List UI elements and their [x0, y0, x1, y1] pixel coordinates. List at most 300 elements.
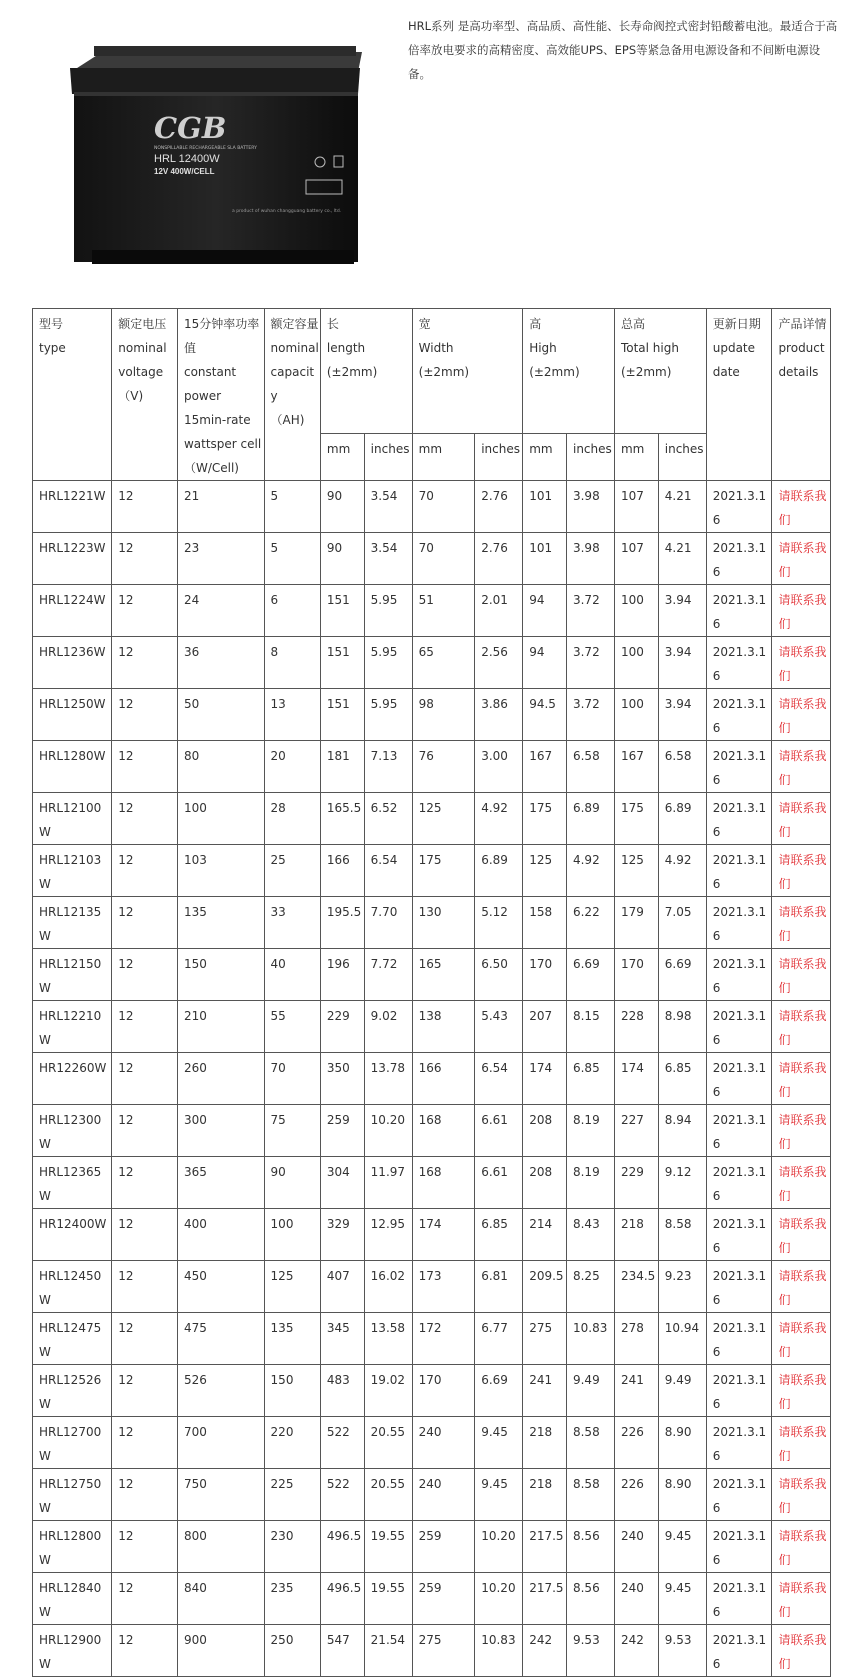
cell-model-type: HRL12100W [33, 793, 112, 845]
cell-length-inches: 21.54 [364, 1625, 412, 1677]
cell-width-inches: 6.89 [475, 845, 523, 897]
cell-high-mm: 175 [523, 793, 567, 845]
cell-model-type: HRL12526W [33, 1365, 112, 1417]
cell-high-mm: 208 [523, 1157, 567, 1209]
cell-total-high-mm: 125 [614, 845, 658, 897]
cell-update-date: 2021.3.16 [706, 585, 772, 637]
header-high-mm: mm [523, 434, 567, 481]
cell-high-inches: 4.92 [566, 845, 614, 897]
cell-total-high-inches: 9.45 [658, 1573, 706, 1625]
cell-model-type: HR12400W [33, 1209, 112, 1261]
cell-update-date: 2021.3.16 [706, 897, 772, 949]
cell-total-high-inches: 6.85 [658, 1053, 706, 1105]
cell-total-high-inches: 9.45 [658, 1521, 706, 1573]
cell-high-mm: 214 [523, 1209, 567, 1261]
cell-model-type: HRL12450W [33, 1261, 112, 1313]
cell-length-inches: 7.72 [364, 949, 412, 1001]
table-row [33, 1001, 831, 1053]
cell-high-inches: 3.98 [566, 481, 614, 533]
contact-us-link[interactable]: 请联系我们 [772, 1365, 831, 1417]
contact-us-link[interactable]: 请联系我们 [772, 1573, 831, 1625]
cell-length-inches: 19.55 [364, 1573, 412, 1625]
cell-voltage: 12 [112, 481, 178, 533]
cell-high-inches: 8.19 [566, 1105, 614, 1157]
cell-power: 900 [177, 1625, 264, 1677]
product-description: HRL系列 是高功率型、高品质、高性能、长寿命阀控式密封铅酸蓄电池。最适合于高倍率放电要求的高精密度、高效能UPS、EPS等紧急备用电源设备和不间断电源设备。 [408, 19, 838, 81]
cell-length-mm: 496.5 [320, 1521, 364, 1573]
cell-width-inches: 2.76 [475, 533, 523, 585]
cell-total-high-inches: 3.94 [658, 585, 706, 637]
cell-update-date: 2021.3.16 [706, 1573, 772, 1625]
cell-length-mm: 350 [320, 1053, 364, 1105]
cell-total-high-inches: 8.90 [658, 1469, 706, 1521]
cell-length-mm: 90 [320, 533, 364, 585]
cell-width-inches: 6.54 [475, 1053, 523, 1105]
table-row [33, 1261, 831, 1313]
cell-length-inches: 11.97 [364, 1157, 412, 1209]
cell-voltage: 12 [112, 1625, 178, 1677]
table-row [33, 1469, 831, 1521]
cell-high-mm: 170 [523, 949, 567, 1001]
cell-power: 21 [177, 481, 264, 533]
cell-width-mm: 168 [412, 1157, 475, 1209]
cell-capacity: 6 [264, 585, 320, 637]
cell-update-date: 2021.3.16 [706, 1261, 772, 1313]
cell-update-date: 2021.3.16 [706, 481, 772, 533]
cell-width-mm: 240 [412, 1417, 475, 1469]
cell-voltage: 12 [112, 1001, 178, 1053]
cell-model-type: HRL1224W [33, 585, 112, 637]
header-length: 长 length (±2mm) [320, 309, 412, 434]
cell-voltage: 12 [112, 1313, 178, 1365]
table-row [33, 1417, 831, 1469]
cell-total-high-mm: 100 [614, 585, 658, 637]
table-row [33, 533, 831, 585]
cell-high-inches: 3.72 [566, 637, 614, 689]
cell-power: 260 [177, 1053, 264, 1105]
cell-voltage: 12 [112, 1521, 178, 1573]
cell-model-type: HRL12700W [33, 1417, 112, 1469]
contact-us-link[interactable]: 请联系我们 [772, 741, 831, 793]
cell-total-high-inches: 9.53 [658, 1625, 706, 1677]
cell-length-mm: 259 [320, 1105, 364, 1157]
cell-power: 750 [177, 1469, 264, 1521]
contact-us-link[interactable]: 请联系我们 [772, 481, 831, 533]
cell-length-inches: 5.95 [364, 637, 412, 689]
cell-total-high-inches: 6.89 [658, 793, 706, 845]
table-row [33, 1573, 831, 1625]
table-row [33, 1209, 831, 1261]
cell-update-date: 2021.3.16 [706, 1625, 772, 1677]
cell-update-date: 2021.3.16 [706, 637, 772, 689]
cell-length-mm: 522 [320, 1417, 364, 1469]
cell-capacity: 20 [264, 741, 320, 793]
cell-high-mm: 94.5 [523, 689, 567, 741]
cell-length-mm: 151 [320, 585, 364, 637]
table-row [33, 689, 831, 741]
header-type: 型号 type [33, 309, 112, 481]
cell-high-mm: 217.5 [523, 1573, 567, 1625]
cell-capacity: 235 [264, 1573, 320, 1625]
cell-power: 135 [177, 897, 264, 949]
contact-us-link[interactable]: 请联系我们 [772, 1521, 831, 1573]
cell-high-mm: 94 [523, 637, 567, 689]
cell-width-mm: 240 [412, 1469, 475, 1521]
cell-width-mm: 173 [412, 1261, 475, 1313]
cell-voltage: 12 [112, 845, 178, 897]
cell-width-mm: 175 [412, 845, 475, 897]
cell-length-mm: 407 [320, 1261, 364, 1313]
cell-voltage: 12 [112, 1209, 178, 1261]
cell-power: 23 [177, 533, 264, 585]
cell-high-inches: 3.72 [566, 585, 614, 637]
cell-voltage: 12 [112, 585, 178, 637]
cell-capacity: 5 [264, 533, 320, 585]
cell-power: 840 [177, 1573, 264, 1625]
cell-total-high-mm: 174 [614, 1053, 658, 1105]
cell-high-mm: 167 [523, 741, 567, 793]
cell-model-type: HRL12103W [33, 845, 112, 897]
cell-update-date: 2021.3.16 [706, 1157, 772, 1209]
cell-high-mm: 218 [523, 1417, 567, 1469]
spec-table-body [33, 481, 831, 1677]
table-row [33, 1157, 831, 1209]
cell-model-type: HRL12900W [33, 1625, 112, 1677]
cell-voltage: 12 [112, 689, 178, 741]
table-row [33, 1313, 831, 1365]
cell-width-mm: 70 [412, 533, 475, 585]
cell-total-high-inches: 7.05 [658, 897, 706, 949]
cell-length-mm: 229 [320, 1001, 364, 1053]
cell-model-type: HRL1223W [33, 533, 112, 585]
cell-model-type: HRL1221W [33, 481, 112, 533]
cell-length-mm: 195.5 [320, 897, 364, 949]
cell-high-inches: 6.85 [566, 1053, 614, 1105]
battery-product-image [62, 34, 384, 274]
cell-capacity: 25 [264, 845, 320, 897]
cell-total-high-mm: 175 [614, 793, 658, 845]
cell-width-mm: 65 [412, 637, 475, 689]
cell-power: 80 [177, 741, 264, 793]
cell-update-date: 2021.3.16 [706, 1469, 772, 1521]
cell-capacity: 230 [264, 1521, 320, 1573]
cell-capacity: 13 [264, 689, 320, 741]
cell-update-date: 2021.3.16 [706, 793, 772, 845]
cell-model-type: HRL1236W [33, 637, 112, 689]
svg-text:NONSPILLABLE RECHARGEABLE SLA: NONSPILLABLE RECHARGEABLE SLA BATTERY [154, 146, 257, 151]
table-row [33, 1521, 831, 1573]
cell-length-inches: 13.58 [364, 1313, 412, 1365]
cell-total-high-inches: 9.49 [658, 1365, 706, 1417]
cell-total-high-inches: 3.94 [658, 689, 706, 741]
battery-brand-logo: CGB [154, 111, 227, 145]
cell-high-inches: 8.15 [566, 1001, 614, 1053]
cell-length-mm: 345 [320, 1313, 364, 1365]
cell-update-date: 2021.3.16 [706, 949, 772, 1001]
cell-high-mm: 241 [523, 1365, 567, 1417]
cell-capacity: 220 [264, 1417, 320, 1469]
cell-high-mm: 209.5 [523, 1261, 567, 1313]
cell-width-inches: 10.83 [475, 1625, 523, 1677]
svg-text:12V 400W/CELL: 12V 400W/CELL [154, 167, 215, 176]
cell-width-inches: 5.12 [475, 897, 523, 949]
cell-total-high-mm: 100 [614, 689, 658, 741]
cell-width-inches: 10.20 [475, 1521, 523, 1573]
cell-width-inches: 6.50 [475, 949, 523, 1001]
cell-total-high-mm: 100 [614, 637, 658, 689]
cell-model-type: HRL1280W [33, 741, 112, 793]
cell-capacity: 40 [264, 949, 320, 1001]
cell-high-inches: 6.58 [566, 741, 614, 793]
cell-total-high-mm: 240 [614, 1521, 658, 1573]
cell-voltage: 12 [112, 1157, 178, 1209]
cell-capacity: 33 [264, 897, 320, 949]
cell-length-inches: 5.95 [364, 689, 412, 741]
cell-total-high-mm: 107 [614, 481, 658, 533]
cell-width-mm: 138 [412, 1001, 475, 1053]
header-width-mm: mm [412, 434, 475, 481]
cell-update-date: 2021.3.16 [706, 1365, 772, 1417]
cell-width-inches: 6.61 [475, 1105, 523, 1157]
cell-capacity: 150 [264, 1365, 320, 1417]
header-capacity: 额定容量 nominal capacity （AH) [264, 309, 320, 481]
contact-us-link[interactable]: 请联系我们 [772, 1417, 831, 1469]
contact-us-link[interactable]: 请联系我们 [772, 1001, 831, 1053]
cell-width-mm: 168 [412, 1105, 475, 1157]
cell-model-type: HRL12750W [33, 1469, 112, 1521]
contact-us-link[interactable]: 请联系我们 [772, 949, 831, 1001]
cell-model-type: HRL12840W [33, 1573, 112, 1625]
cell-width-mm: 98 [412, 689, 475, 741]
cell-high-inches: 8.58 [566, 1469, 614, 1521]
cell-high-mm: 101 [523, 481, 567, 533]
cell-update-date: 2021.3.16 [706, 1417, 772, 1469]
cell-voltage: 12 [112, 741, 178, 793]
cell-length-mm: 151 [320, 689, 364, 741]
cell-width-mm: 125 [412, 793, 475, 845]
cell-length-mm: 181 [320, 741, 364, 793]
cell-total-high-mm: 170 [614, 949, 658, 1001]
cell-total-high-mm: 227 [614, 1105, 658, 1157]
contact-us-link[interactable]: 请联系我们 [772, 1209, 831, 1261]
cell-width-mm: 170 [412, 1365, 475, 1417]
cell-high-inches: 3.72 [566, 689, 614, 741]
cell-high-mm: 174 [523, 1053, 567, 1105]
cell-update-date: 2021.3.16 [706, 1521, 772, 1573]
cell-capacity: 125 [264, 1261, 320, 1313]
cell-width-inches: 5.43 [475, 1001, 523, 1053]
table-row [33, 1053, 831, 1105]
cell-update-date: 2021.3.16 [706, 533, 772, 585]
cell-width-mm: 172 [412, 1313, 475, 1365]
contact-us-link[interactable]: 请联系我们 [772, 1469, 831, 1521]
cell-model-type: HRL12150W [33, 949, 112, 1001]
header-update-date: 更新日期 update date [706, 309, 772, 481]
cell-length-mm: 483 [320, 1365, 364, 1417]
contact-us-link[interactable]: 请联系我们 [772, 533, 831, 585]
cell-total-high-mm: 278 [614, 1313, 658, 1365]
cell-length-inches: 7.13 [364, 741, 412, 793]
cell-width-mm: 70 [412, 481, 475, 533]
cell-model-type: HRL12365W [33, 1157, 112, 1209]
cell-total-high-inches: 10.94 [658, 1313, 706, 1365]
cell-power: 700 [177, 1417, 264, 1469]
cell-width-inches: 2.76 [475, 481, 523, 533]
header-product-details: 产品详情 product details [772, 309, 831, 481]
cell-high-mm: 208 [523, 1105, 567, 1157]
contact-us-link[interactable]: 请联系我们 [772, 1625, 831, 1677]
cell-width-mm: 259 [412, 1573, 475, 1625]
cell-update-date: 2021.3.16 [706, 1053, 772, 1105]
cell-voltage: 12 [112, 1417, 178, 1469]
cell-power: 526 [177, 1365, 264, 1417]
contact-us-link[interactable]: 请联系我们 [772, 1261, 831, 1313]
cell-total-high-inches: 8.94 [658, 1105, 706, 1157]
cell-voltage: 12 [112, 793, 178, 845]
header-voltage: 额定电压 nominal voltage （V) [112, 309, 178, 481]
cell-length-inches: 12.95 [364, 1209, 412, 1261]
cell-voltage: 12 [112, 897, 178, 949]
cell-power: 210 [177, 1001, 264, 1053]
cell-high-inches: 10.83 [566, 1313, 614, 1365]
cell-voltage: 12 [112, 533, 178, 585]
cell-width-inches: 6.77 [475, 1313, 523, 1365]
cell-high-mm: 94 [523, 585, 567, 637]
cell-high-mm: 125 [523, 845, 567, 897]
cell-high-inches: 6.22 [566, 897, 614, 949]
cell-high-inches: 9.49 [566, 1365, 614, 1417]
cell-length-inches: 10.20 [364, 1105, 412, 1157]
cell-width-mm: 275 [412, 1625, 475, 1677]
battery-spec-table [32, 308, 831, 1677]
cell-high-inches: 3.98 [566, 533, 614, 585]
cell-model-type: HRL12475W [33, 1313, 112, 1365]
cell-voltage: 12 [112, 637, 178, 689]
cell-length-inches: 3.54 [364, 481, 412, 533]
cell-model-type: HR12260W [33, 1053, 112, 1105]
cell-high-inches: 8.56 [566, 1573, 614, 1625]
contact-us-link[interactable]: 请联系我们 [772, 1313, 831, 1365]
header-total-high-inches: inches [658, 434, 706, 481]
cell-width-inches: 3.00 [475, 741, 523, 793]
contact-us-link[interactable]: 请联系我们 [772, 793, 831, 845]
cell-length-inches: 9.02 [364, 1001, 412, 1053]
cell-length-mm: 496.5 [320, 1573, 364, 1625]
contact-us-link[interactable]: 请联系我们 [772, 689, 831, 741]
cell-total-high-mm: 218 [614, 1209, 658, 1261]
cell-length-inches: 19.55 [364, 1521, 412, 1573]
cell-width-mm: 165 [412, 949, 475, 1001]
cell-length-mm: 196 [320, 949, 364, 1001]
cell-total-high-inches: 4.92 [658, 845, 706, 897]
table-row [33, 897, 831, 949]
cell-high-mm: 101 [523, 533, 567, 585]
table-row [33, 1365, 831, 1417]
cell-length-inches: 13.78 [364, 1053, 412, 1105]
cell-total-high-inches: 8.58 [658, 1209, 706, 1261]
cell-length-inches: 20.55 [364, 1469, 412, 1521]
table-row [33, 845, 831, 897]
cell-total-high-mm: 107 [614, 533, 658, 585]
cell-power: 400 [177, 1209, 264, 1261]
cell-update-date: 2021.3.16 [706, 1105, 772, 1157]
cell-capacity: 75 [264, 1105, 320, 1157]
cell-power: 300 [177, 1105, 264, 1157]
cell-high-inches: 6.89 [566, 793, 614, 845]
contact-us-link[interactable]: 请联系我们 [772, 1105, 831, 1157]
cell-update-date: 2021.3.16 [706, 1209, 772, 1261]
cell-power: 475 [177, 1313, 264, 1365]
contact-us-link[interactable]: 请联系我们 [772, 897, 831, 949]
cell-capacity: 225 [264, 1469, 320, 1521]
contact-us-link[interactable]: 请联系我们 [772, 845, 831, 897]
cell-update-date: 2021.3.16 [706, 845, 772, 897]
cell-width-inches: 9.45 [475, 1417, 523, 1469]
contact-us-link[interactable]: 请联系我们 [772, 1157, 831, 1209]
cell-high-mm: 207 [523, 1001, 567, 1053]
cell-width-inches: 3.86 [475, 689, 523, 741]
contact-us-link[interactable]: 请联系我们 [772, 585, 831, 637]
header-total-high-mm: mm [614, 434, 658, 481]
cell-model-type: HRL12210W [33, 1001, 112, 1053]
cell-width-inches: 6.61 [475, 1157, 523, 1209]
cell-high-inches: 8.19 [566, 1157, 614, 1209]
cell-total-high-mm: 228 [614, 1001, 658, 1053]
cell-voltage: 12 [112, 949, 178, 1001]
cell-total-high-inches: 4.21 [658, 481, 706, 533]
cell-power: 103 [177, 845, 264, 897]
header-width: 宽 Width (±2mm) [412, 309, 523, 434]
cell-total-high-inches: 8.90 [658, 1417, 706, 1469]
cell-width-mm: 174 [412, 1209, 475, 1261]
cell-length-mm: 547 [320, 1625, 364, 1677]
cell-width-inches: 2.56 [475, 637, 523, 689]
contact-us-link[interactable]: 请联系我们 [772, 1053, 831, 1105]
cell-capacity: 90 [264, 1157, 320, 1209]
cell-power: 450 [177, 1261, 264, 1313]
cell-width-mm: 259 [412, 1521, 475, 1573]
cell-width-inches: 6.81 [475, 1261, 523, 1313]
cell-high-inches: 8.58 [566, 1417, 614, 1469]
table-row [33, 793, 831, 845]
cell-model-type: HRL12800W [33, 1521, 112, 1573]
cell-capacity: 70 [264, 1053, 320, 1105]
cell-voltage: 12 [112, 1261, 178, 1313]
cell-high-mm: 218 [523, 1469, 567, 1521]
table-row [33, 481, 831, 533]
cell-length-inches: 6.54 [364, 845, 412, 897]
table-row [33, 637, 831, 689]
cell-power: 24 [177, 585, 264, 637]
cell-length-inches: 7.70 [364, 897, 412, 949]
cell-length-mm: 165.5 [320, 793, 364, 845]
cell-width-mm: 130 [412, 897, 475, 949]
cell-total-high-mm: 234.5 [614, 1261, 658, 1313]
cell-power: 800 [177, 1521, 264, 1573]
contact-us-link[interactable]: 请联系我们 [772, 637, 831, 689]
cell-length-inches: 19.02 [364, 1365, 412, 1417]
cell-total-high-inches: 8.98 [658, 1001, 706, 1053]
cell-high-inches: 6.69 [566, 949, 614, 1001]
cell-total-high-mm: 242 [614, 1625, 658, 1677]
cell-total-high-inches: 9.12 [658, 1157, 706, 1209]
cell-update-date: 2021.3.16 [706, 1001, 772, 1053]
cell-length-mm: 166 [320, 845, 364, 897]
cell-total-high-mm: 226 [614, 1417, 658, 1469]
cell-total-high-mm: 229 [614, 1157, 658, 1209]
svg-text:a product of wuhan changguang: a product of wuhan changguang battery co., ltd. [232, 209, 342, 214]
cell-capacity: 100 [264, 1209, 320, 1261]
